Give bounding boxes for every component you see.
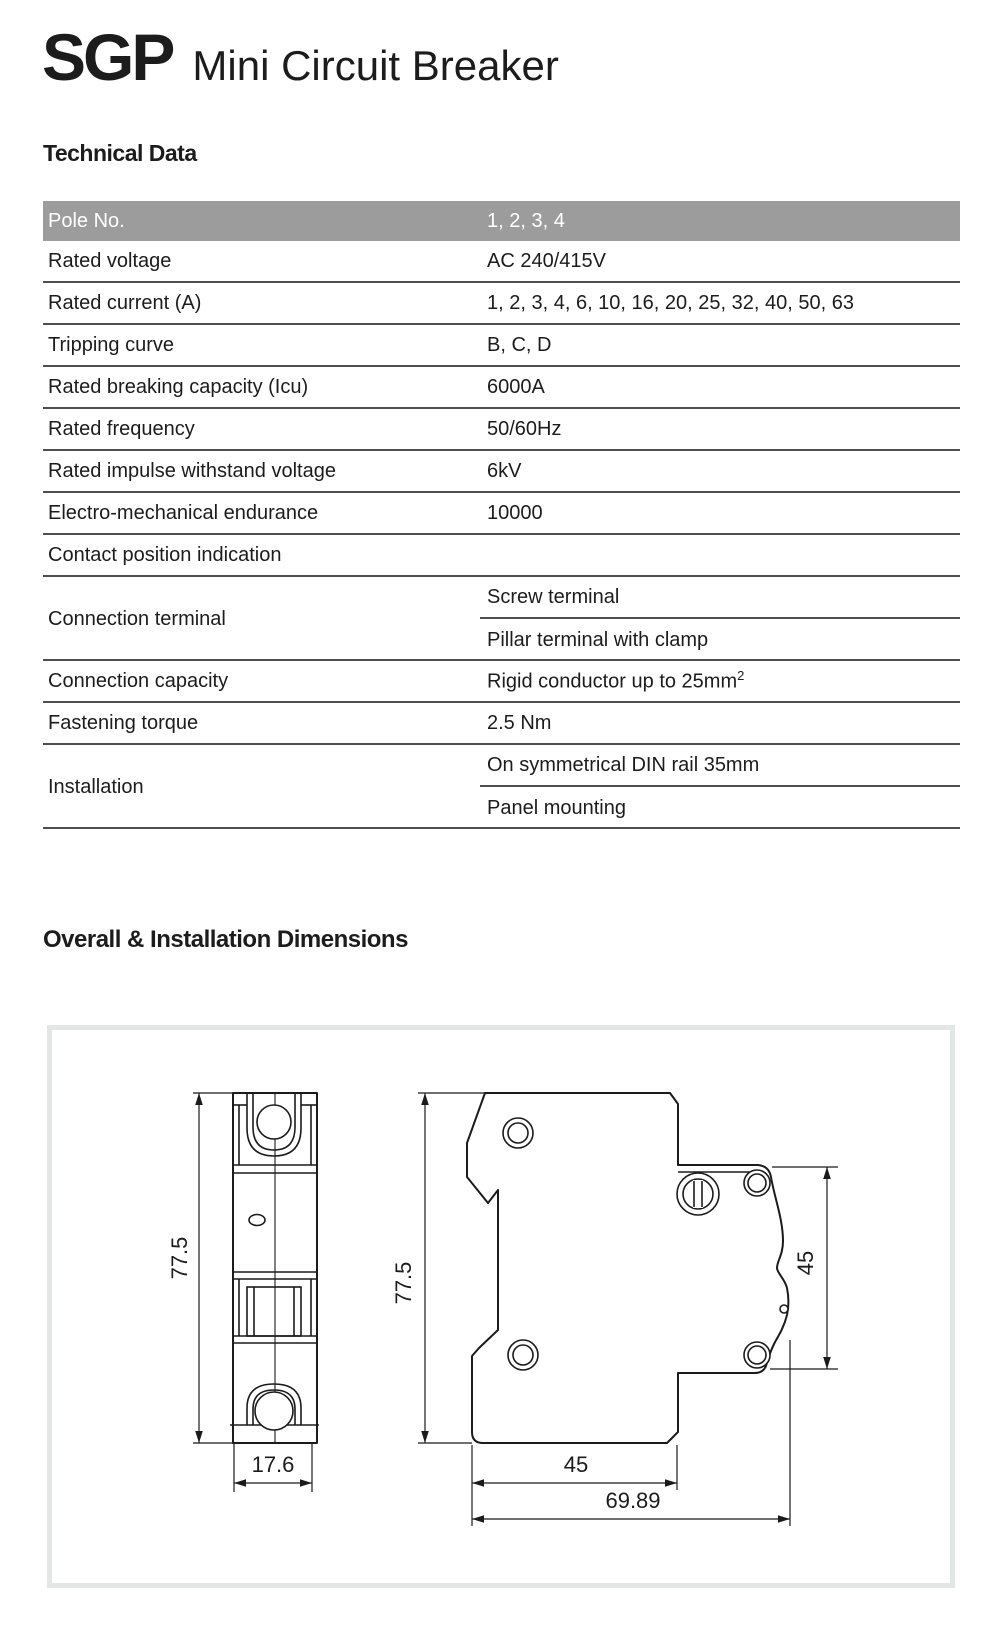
spec-value-group [480,577,960,661]
spec-value: 50/60Hz [487,417,562,440]
spec-value: AC 240/415V [487,249,606,272]
spec-label: Contact position indication [48,543,282,566]
dimension-drawings [40,1020,960,1600]
spec-label: Rated frequency [48,417,195,440]
spec-value: 6000A [487,375,545,398]
spec-value: 10000 [487,501,543,524]
side-view-drawing [391,1093,838,1526]
spec-label: Installation [48,775,144,798]
table-row [43,451,960,493]
spec-label: Tripping curve [48,333,174,356]
technical-data-table [43,201,960,829]
spec-label: Pole No. [48,209,125,232]
side-clip-height-dimension: 45 [793,1250,818,1276]
spec-value [480,668,960,694]
brand-logo: SGP [42,20,173,94]
table-row-installation [43,745,960,829]
front-view-drawing [167,1093,319,1492]
table-row [43,703,960,745]
spec-value-text: Rigid conductor up to 25mm [487,670,738,693]
table-row [43,283,960,325]
spec-value-group [480,745,960,829]
spec-subvalue: Panel mounting [487,796,626,819]
front-height-dimension: 77.5 [167,1236,192,1280]
table-row [43,661,960,703]
page-header [42,20,559,94]
table-row-connection-terminal [43,577,960,661]
dimensions-heading: Overall & Installation Dimensions [43,926,408,953]
spec-label: Rated current (A) [48,291,202,314]
bottom-terminal-screw-hole [255,1392,293,1430]
din-clip-pivot [780,1305,788,1313]
spec-value: 2.5 Nm [487,711,552,734]
spec-label: Rated impulse withstand voltage [48,459,336,482]
toggle-handle [247,1287,301,1336]
spec-label: Rated breaking capacity (Icu) [48,375,309,398]
side-depth-dimension: 45 [563,1452,589,1477]
table-row [43,241,960,283]
spec-subvalue: Pillar terminal with clamp [487,628,709,651]
side-total-depth-dimension: 69.89 [605,1488,661,1513]
spec-value: B, C, D [487,333,552,356]
spec-subvalue: Screw terminal [480,577,960,619]
technical-data-heading: Technical Data [43,140,197,166]
front-width-dimension: 17.6 [251,1452,295,1477]
spec-value-superscript: 2 [737,668,745,684]
spec-label: Fastening torque [48,711,199,734]
table-row [43,535,960,577]
spec-subvalue: On symmetrical DIN rail 35mm [480,745,960,787]
top-terminal-screw-hole [257,1105,291,1139]
side-height-dimension: 77.5 [391,1261,416,1305]
spec-value: 1, 2, 3, 4 [487,209,565,232]
table-header-row [43,201,960,241]
status-indicator-window [249,1215,265,1226]
table-row [43,367,960,409]
table-row [43,325,960,367]
spec-label: Connection terminal [48,607,226,630]
table-row [43,493,960,535]
table-row [43,409,960,451]
spec-label: Electro-mechanical endurance [48,501,319,524]
product-title: Mini Circuit Breaker [192,42,559,89]
spec-label: Connection capacity [48,669,229,692]
spec-label: Rated voltage [48,249,172,272]
spec-value: 6kV [487,459,522,482]
spec-value: 1, 2, 3, 4, 6, 10, 16, 20, 25, 32, 40, 50, 63 [487,291,854,314]
